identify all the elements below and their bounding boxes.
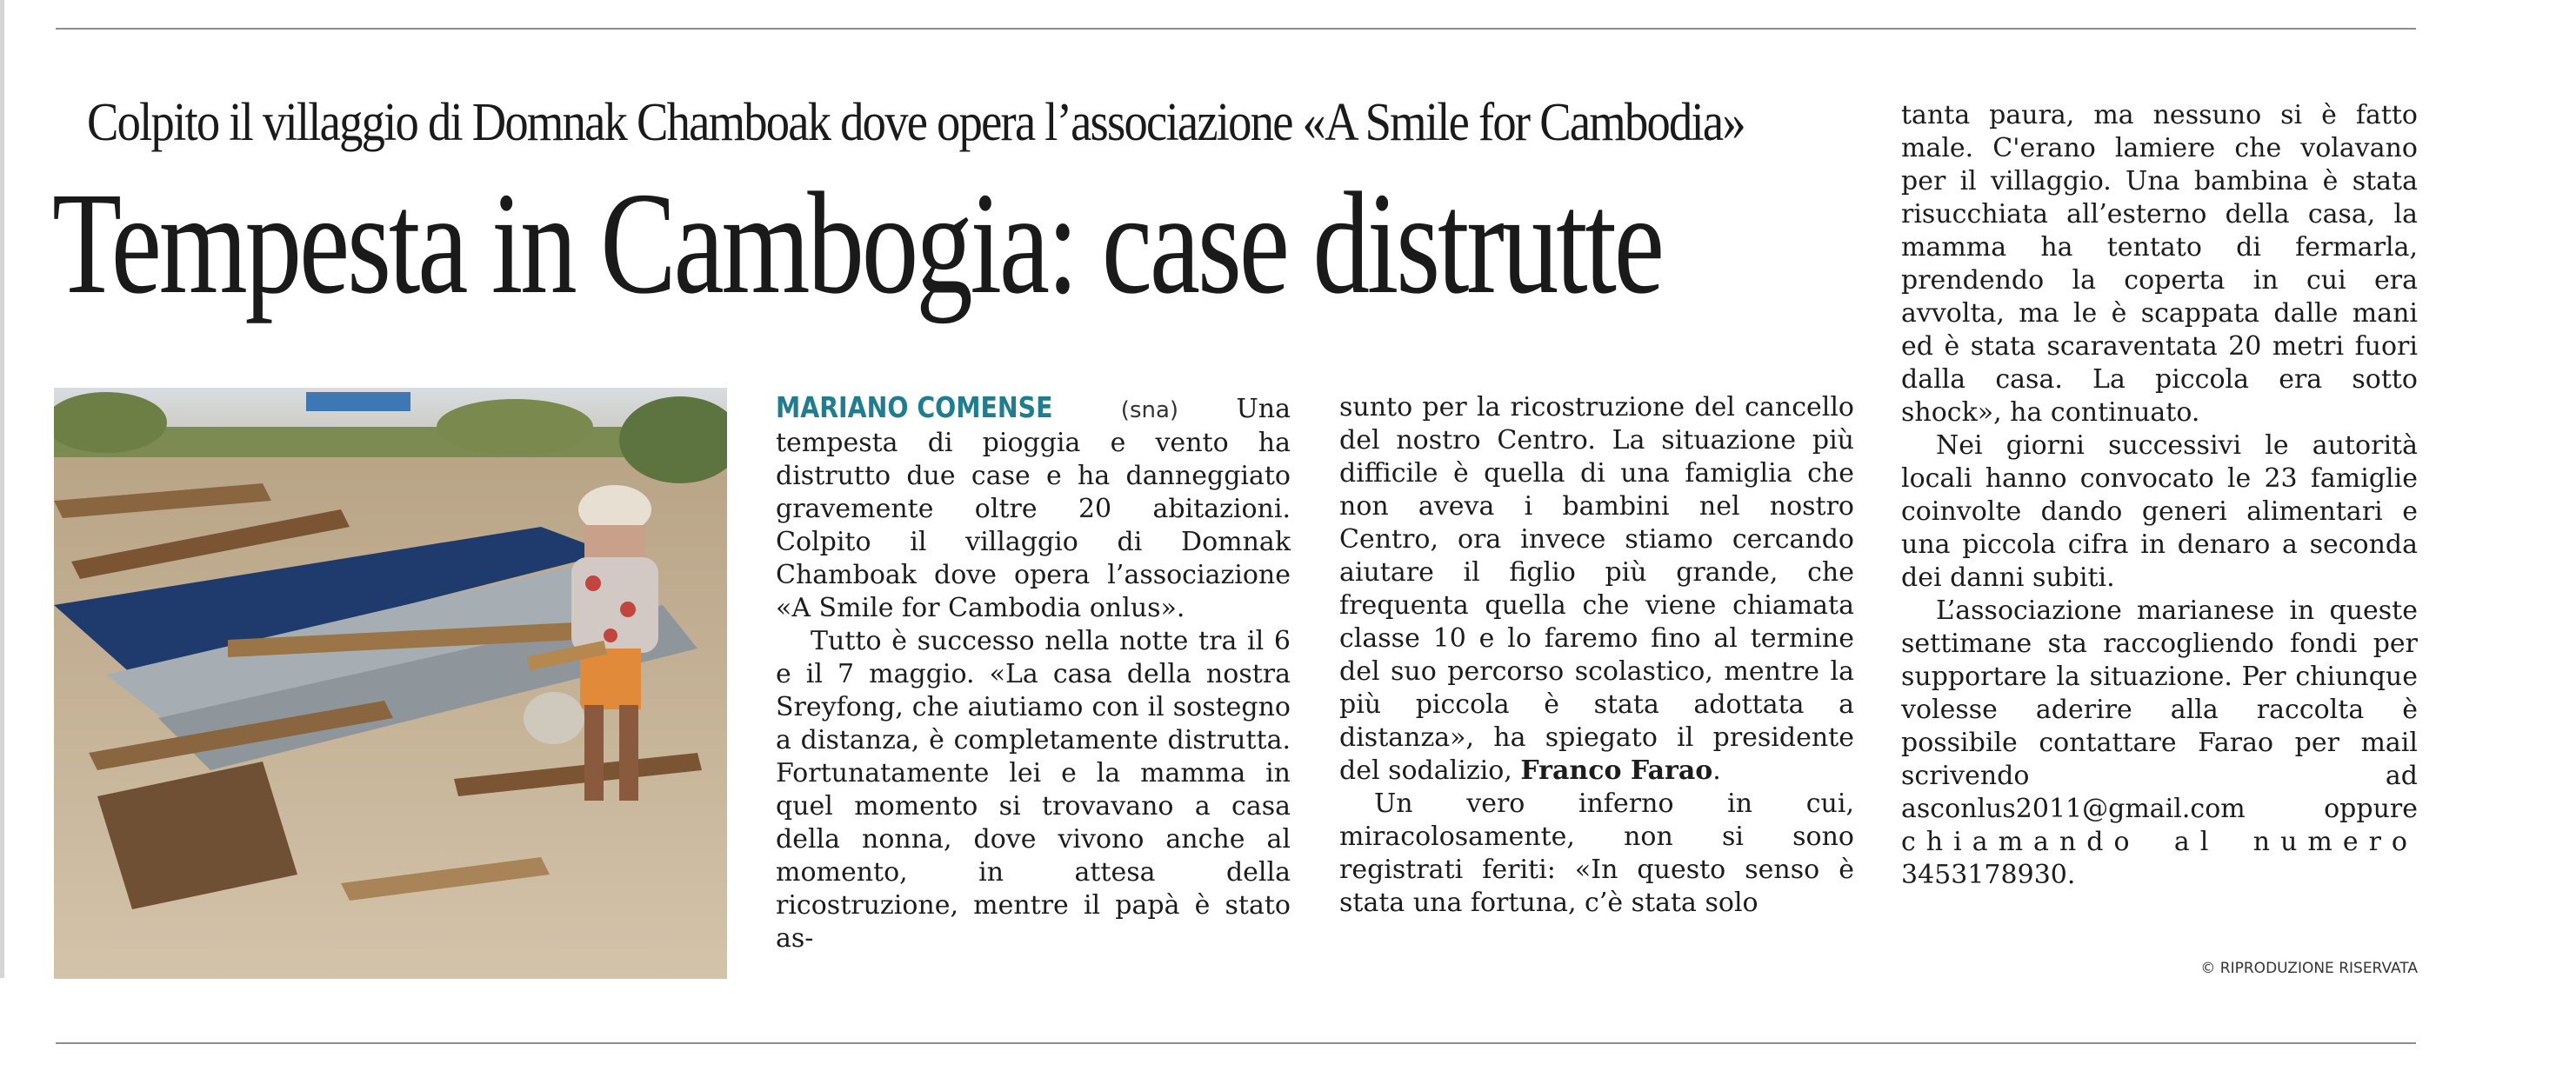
bottom-rule [56, 1042, 2416, 1044]
paragraph-2-end: . [1712, 755, 1721, 786]
phone-lead-in: chiamando al numero [1901, 827, 2418, 857]
paragraph-2: Tutto è successo nella notte tra il 6 e il 7 maggio. «La casa della nostra Sreyfong, che aiutiamo con il sostegno a distanza, è completamente distrutta. Fortunatamente lei e la mamma in quel momento si trovavano a casa della nonna, dove vivono anche al momento, in attesa della ricostruzione, mentre il papà è stato as- [776, 626, 1291, 954]
paragraph-5: L’associazione marianese in queste settimane sta raccogliendo fondi per supportare la situazione. Per chiunque volesse aderire alla raccolta è possibile contattare Farao per mail scrivendo ad asconlus2011@gmail.com oppure [1901, 595, 2418, 824]
article-byline: (sna) [1120, 397, 1179, 423]
paragraph-3-continued: tanta paura, ma nessuno si è fatto male. C'erano lamiere che volavano per il villaggio. Una bambina è stata risucchiata all’esterno della casa, la mamma ha tentato di fermarla, prendendo la coperta in cui era avvolta, ma le è scappata dalle mani ed è stata scaraventata 20 metri fuori dalla casa. La piccola era sotto shock», ha continuato. [1901, 100, 2418, 428]
top-rule [56, 28, 2416, 30]
paragraph-3: Un vero inferno in cui, miracolosamente, non si sono registrati feriti: «In questo senso è stata una fortuna, c’è stata solo [1339, 788, 1854, 918]
paragraph-1: Una tempesta di pioggia e vento ha distrutto due case e ha danneggiato gravemente oltre 20 abitazioni. Colpito il villaggio di Domnak Chamboak dove opera l’associazione «A Smile for Cambodia onlus». [776, 394, 1291, 623]
article-column-1 [776, 391, 1291, 955]
paragraph-4: Nei giorni successivi le autorità locali hanno convocato le 23 famiglie coinvolte dando generi alimentari e una piccola cifra in denaro a seconda dei danni subiti. [1901, 430, 2418, 593]
article-column-3 [1901, 99, 2418, 892]
article-dateline: MARIANO COMENSE [776, 390, 1053, 424]
phone-number: 3453178930. [1901, 860, 2076, 890]
copyright-notice: © RIPRODUZIONE RISERVATA [2200, 960, 2418, 977]
paragraph-2-continued: sunto per la ricostruzione del cancello del nostro Centro. La situazione più difficile è quella di una famiglia che non aveva i bambini nel nostro Centro, ora invece stiamo cercando aiutare il figlio più grande, che frequenta quella che viene chiamata classe 10 e lo faremo fino al termine del suo percorso scolastico, mentre la più piccola è stata adottata a distanza», ha spiegato il presidente del sodalizio, [1339, 392, 1854, 786]
page-edge-shadow [0, 0, 4, 978]
article-photo [54, 388, 727, 979]
article-kicker: Colpito il villaggio di Domnak Chamboak dove opera l’associazione «A Smile for Cambodia» [87, 93, 1745, 152]
article-headline: Tempesta in Cambogia: case distrutte [52, 163, 1662, 324]
president-name: Franco Farao [1520, 755, 1713, 786]
article-column-2 [1339, 391, 1854, 920]
storm-damage-photo [54, 388, 727, 979]
